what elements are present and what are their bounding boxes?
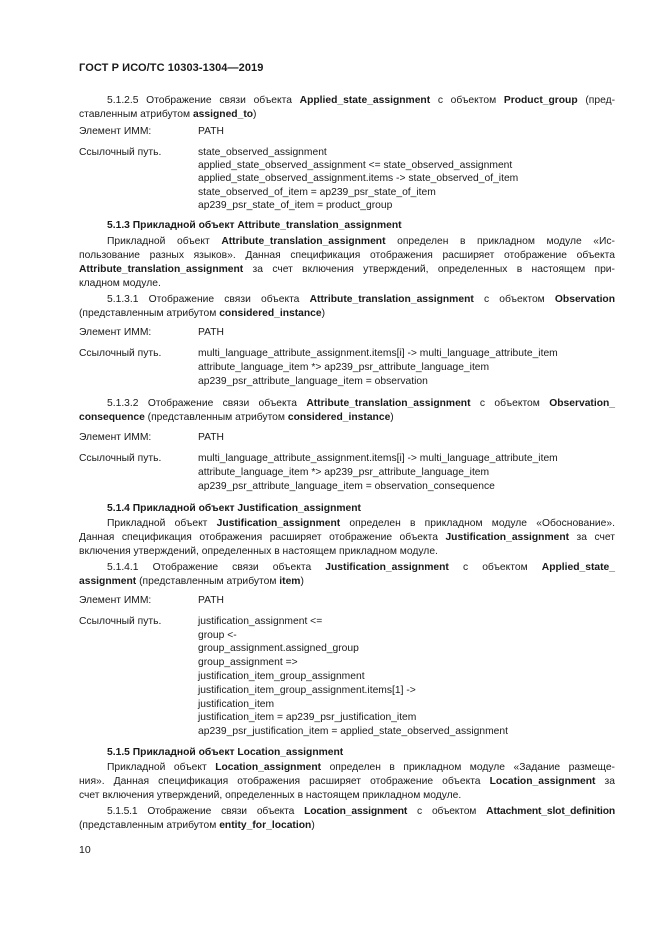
ref-path-label: Ссылочный путь. xyxy=(79,616,162,627)
paragraph-line: Данная спецификация отображения расширяет отображение объекта Justification_assignment за счет xyxy=(79,532,615,543)
section-5-1-3-2-line-2: consequence (представленным атрибутом considered_instance) xyxy=(79,412,394,423)
ref-path-line: group_assignment.assigned_group xyxy=(198,643,359,654)
paragraph-line: пользование разных языков». Данная спецификация отображения расширяет отображение объекта xyxy=(79,250,615,261)
ref-path-line: multi_language_attribute_assignment.items[i] -> multi_language_attribute_item xyxy=(198,348,558,359)
ref-path-label: Ссылочный путь. xyxy=(79,453,162,464)
ref-path-line: attribute_language_item *> ap239_psr_attribute_language_item xyxy=(198,362,490,373)
section-5-1-4-1-line-2: assignment (представленным атрибутом item) xyxy=(79,576,304,587)
section-5-1-5-1-line-1: 5.1.5.1 Отображение связи объекта Location_assignment с объектом Attachment_slot_definition xyxy=(107,806,615,817)
section-5-1-4-heading: 5.1.4 Прикладной объект Justification_assignment xyxy=(107,503,361,514)
ref-path-line: state_observed_of_item = ap239_psr_state_of_item xyxy=(198,187,436,198)
ref-path-line: group <- xyxy=(198,630,237,641)
section-5-1-2-5-line-2: ставленным атрибутом assigned_to) xyxy=(79,109,257,120)
page-number: 10 xyxy=(79,844,91,856)
ref-path-line: justification_item = ap239_psr_justification_item xyxy=(198,712,417,723)
paragraph-line: кладном модуле. xyxy=(79,278,161,289)
paragraph-line: Attribute_translation_assignment за счет включения утверждений, определенных в настоящем при- xyxy=(79,264,615,275)
ref-path-line: justification_item_group_assignment xyxy=(198,671,365,682)
ref-path-line: ap239_psr_state_of_item = product_group xyxy=(198,200,393,211)
paragraph-line: Прикладной объект Justification_assignment определен в прикладном модуле «Обоснование». xyxy=(107,518,615,529)
element-label: Элемент ИММ: xyxy=(79,595,152,606)
element-label: Элемент ИММ: xyxy=(79,327,152,338)
ref-path-line: justification_item xyxy=(198,699,275,710)
section-5-1-5-1-line-2: (представленным атрибутом entity_for_location) xyxy=(79,820,315,831)
ref-path-label: Ссылочный путь. xyxy=(79,348,162,359)
section-5-1-3-heading: 5.1.3 Прикладной объект Attribute_translation_assignment xyxy=(107,220,402,231)
element-value: PATH xyxy=(198,327,224,338)
section-5-1-2-5-line-1: 5.1.2.5 Отображение связи объекта Applied_state_assignment с объектом Product_group (пред- xyxy=(107,95,616,106)
paragraph-line: Прикладной объект Attribute_translation_assignment определен в прикладном модуле «Ис- xyxy=(107,236,615,247)
ref-path-line: multi_language_attribute_assignment.items[i] -> multi_language_attribute_item xyxy=(198,453,558,464)
element-value: PATH xyxy=(198,126,224,137)
ref-path-line: applied_state_observed_assignment <= state_observed_assignment xyxy=(198,160,513,171)
ref-path-line: attribute_language_item *> ap239_psr_attribute_language_item xyxy=(198,467,490,478)
ref-path-line: state_observed_assignment xyxy=(198,147,327,158)
paragraph-line: счет включения утверждений, определенных в настоящем прикладном модуле. xyxy=(79,790,462,801)
ref-path-line: applied_state_observed_assignment.items -> state_observed_of_item xyxy=(198,173,519,184)
ref-path-label: Ссылочный путь. xyxy=(79,147,162,158)
element-label: Элемент ИММ: xyxy=(79,126,152,137)
section-5-1-4-1-line-1: 5.1.4.1 Отображение связи объекта Justification_assignment с объектом Applied_state_ xyxy=(107,562,616,573)
section-5-1-3-1-line-1: 5.1.3.1 Отображение связи объекта Attribute_translation_assignment с объектом Observation xyxy=(107,294,616,305)
element-label: Элемент ИММ: xyxy=(79,432,152,443)
ref-path-line: ap239_psr_justification_item = applied_state_observed_assignment xyxy=(198,726,508,737)
ref-path-line: justification_item_group_assignment.items[1] -> xyxy=(198,685,416,696)
section-5-1-3-2-line-1: 5.1.3.2 Отображение связи объекта Attribute_translation_assignment с объектом Observation_ xyxy=(107,398,616,409)
ref-path-line: justification_assignment <= xyxy=(198,616,323,627)
section-5-1-3-1-line-2: (представленным атрибутом considered_instance) xyxy=(79,308,326,319)
ref-path-line: ap239_psr_attribute_language_item = observation_consequence xyxy=(198,481,495,492)
document-header: ГОСТ Р ИСО/ТС 10303-1304—2019 xyxy=(79,62,264,74)
element-value: PATH xyxy=(198,595,224,606)
ref-path-line: group_assignment => xyxy=(198,657,298,668)
paragraph-line: ния». Данная спецификация отображения расширяет отображение объекта Location_assignment за xyxy=(79,776,615,787)
element-value: PATH xyxy=(198,432,224,443)
section-5-1-5-heading: 5.1.5 Прикладной объект Location_assignment xyxy=(107,747,344,758)
ref-path-line: ap239_psr_attribute_language_item = observation xyxy=(198,376,428,387)
paragraph-line: Прикладной объект Location_assignment определен в прикладном модуле «Задание размеще- xyxy=(107,762,615,773)
paragraph-line: включения утверждений, определенных в настоящем прикладном модуле. xyxy=(79,546,438,557)
